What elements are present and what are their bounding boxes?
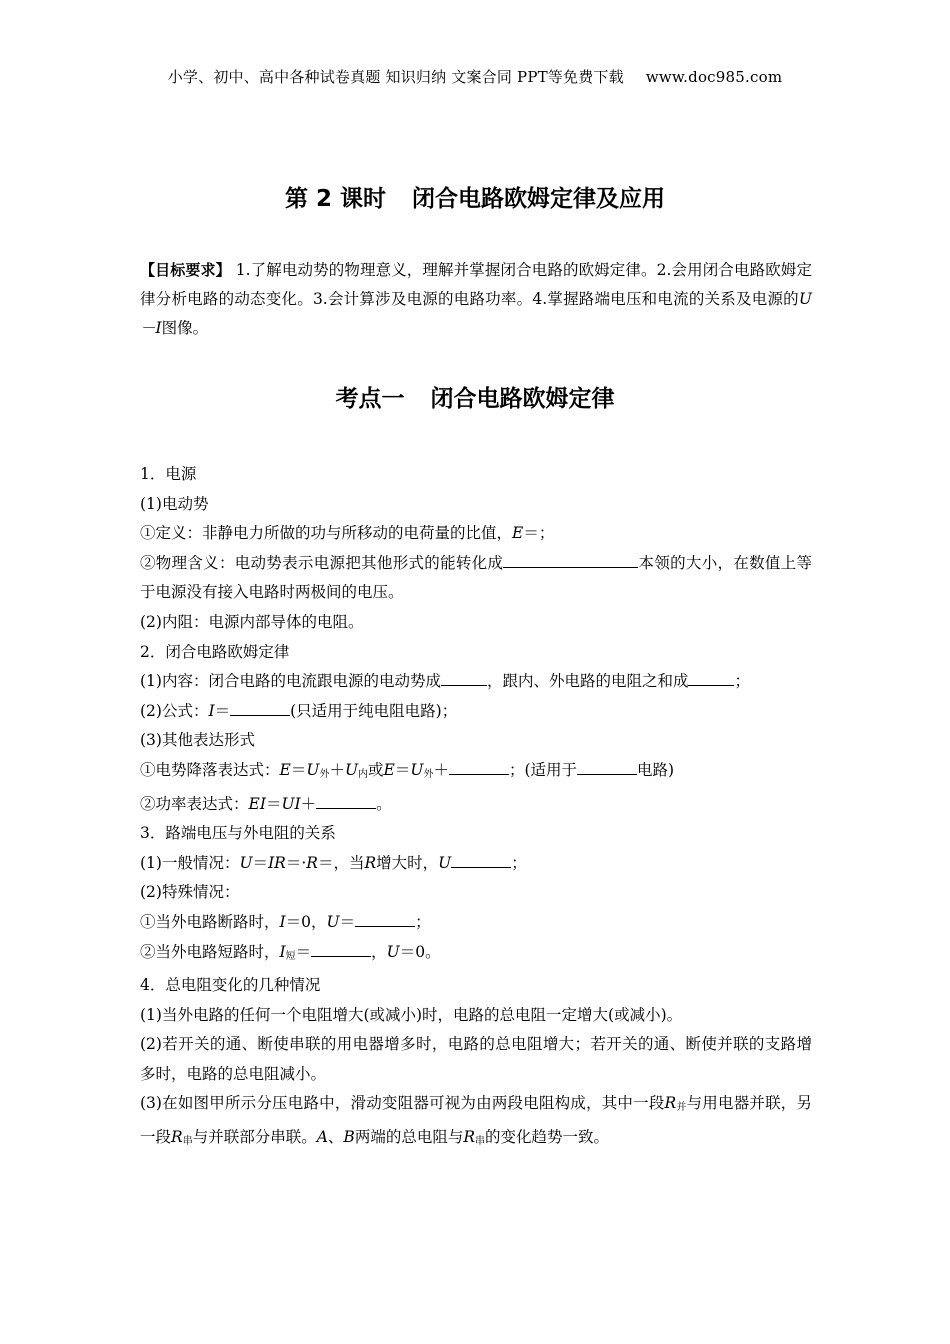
answer-blank[interactable] bbox=[355, 910, 415, 927]
lesson-name: 闭合电路欧姆定律及应用 bbox=[412, 186, 666, 212]
header-text: 小学、初中、高中各种试卷真题 知识归纳 文案合同 PPT等免费下载 bbox=[167, 68, 624, 86]
s4-title: 4．总电阻变化的几种情况 bbox=[140, 976, 321, 995]
section-title bbox=[0, 380, 950, 413]
section-label: 考点一 bbox=[335, 386, 405, 412]
lesson-title bbox=[0, 180, 950, 213]
s2-content: (1)内容：闭合电路的电流跟电源的电动势成 ，跟内、外电路的电阻之和成 ； bbox=[140, 667, 812, 697]
answer-blank[interactable] bbox=[451, 851, 511, 868]
s1-emf: (1)电动势 bbox=[140, 494, 209, 513]
goal-text: 1.了解电动势的物理意义，理解并掌握闭合电路的欧姆定律。2.会用闭合电路欧姆定律分析电路的动态变化。3.会计算涉及电源的电路功率。4.掌握路端电压和电流的关系及电源的 bbox=[140, 261, 812, 308]
goal-requirements bbox=[140, 256, 812, 343]
goal-ui: U－I bbox=[140, 290, 812, 337]
answer-blank[interactable] bbox=[316, 792, 376, 809]
s2-potential-drop: ①电势降落表达式：$E=U_外+U_内$或$E=U_外+$ ；(适用于 电路) bbox=[140, 756, 812, 790]
goal-tag: 【目标要求】 bbox=[140, 261, 231, 279]
answer-blank[interactable] bbox=[230, 699, 290, 716]
lesson-number: 第 2 课时 bbox=[284, 186, 387, 212]
content-body bbox=[140, 460, 812, 1157]
answer-blank[interactable] bbox=[449, 758, 509, 775]
s4-item-3: (3)在如图甲所示分压电路中，滑动变阻器可视为由两段电阻构成，其中一段$R_并$与用电器并联，另一段$R_串$与并联部分串联。A、B两端的总电阻与$R_串$的变化趋势一致。 bbox=[140, 1094, 812, 1148]
s2-power: ②功率表达式：EI＝UI＋ 。 bbox=[140, 790, 812, 820]
s1-meaning: ②物理含义：电动势表示电源把其他形式的能转化成 本领的大小，在数值上等于电源没有接入电路时两极间的电压。 bbox=[140, 549, 812, 608]
s2-other-forms: (3)其他表达形式 bbox=[140, 731, 255, 750]
s3-general: (1)一般情况：U＝IR＝·R＝，当R增大时，U ； bbox=[140, 849, 812, 879]
s4-item-2: (2)若开关的通、断使串联的用电器增多时，电路的总电阻增大；若开关的通、断使并联的支路增多时，电路的总电阻减小。 bbox=[140, 1035, 812, 1083]
s3-open-circuit: ①当外电路断路时，I＝0，U＝ ； bbox=[140, 908, 812, 938]
section-name: 闭合电路欧姆定律 bbox=[430, 386, 615, 412]
answer-blank[interactable] bbox=[577, 758, 637, 775]
answer-blank[interactable] bbox=[441, 669, 487, 686]
goal-end: 图像。 bbox=[161, 319, 209, 337]
s1-title: 1．电源 bbox=[140, 465, 197, 483]
header-site: www.doc985.com bbox=[645, 68, 783, 86]
s1-definition: ①定义：非静电力所做的功与所移动的电荷量的比值，E＝； bbox=[140, 524, 555, 543]
s3-title: 3．路端电压与外电阻的关系 bbox=[140, 824, 336, 843]
s2-formula: (2)公式：I＝ (只适用于纯电阻电路)； bbox=[140, 697, 812, 727]
s4-item-1: (1)当外电路的任何一个电阻增大(或减小)时，电路的总电阻一定增大(或减小)。 bbox=[140, 1005, 683, 1024]
answer-blank[interactable] bbox=[503, 551, 638, 568]
s3-special: (2)特殊情况： bbox=[140, 883, 240, 902]
s2-title: 2．闭合电路欧姆定律 bbox=[140, 642, 290, 661]
page-header bbox=[0, 66, 950, 87]
s1-internal-resistance: (2)内阻：电源内部导体的电阻。 bbox=[140, 612, 364, 631]
s3-short-circuit: ②当外电路短路时，$I_短=$ ，U＝0。 bbox=[140, 938, 812, 972]
answer-blank[interactable] bbox=[688, 669, 734, 686]
answer-blank[interactable] bbox=[311, 940, 371, 957]
